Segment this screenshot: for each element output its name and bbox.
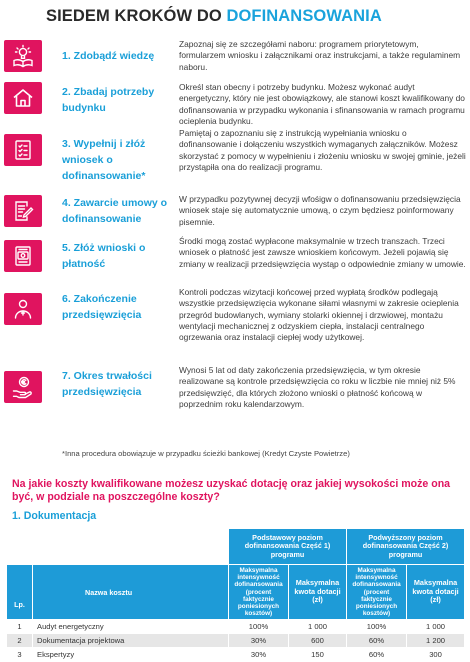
title-prefix: SIEDEM KROKÓW DO	[46, 7, 227, 25]
step-5-label: 5. Złóż wnioski o płatność	[62, 242, 146, 270]
contract-pen-icon	[4, 195, 42, 227]
header-group-basic: Podstawowy poziom dofinansowania Część 1) programu	[229, 529, 347, 565]
money-payment-icon	[4, 240, 42, 272]
row-name: Dokumentacja projektowa	[33, 634, 229, 648]
house-icon	[4, 82, 42, 114]
row-percent-2: 60%	[347, 648, 407, 662]
header-amount-1: Maksymalna kwota dotacji (zł)	[289, 565, 347, 620]
row-amount-2: 1 000	[407, 620, 465, 634]
row-amount-1: 1 000	[289, 620, 347, 634]
table-row	[7, 634, 465, 648]
step-2-label: 2. Zbadaj potrzeby budynku	[62, 86, 155, 114]
question-heading: Na jakie koszty kwalifikowane możesz uzyskać dotację oraz jakiej wysokości może ona być, w podziale na poszczególne koszty?	[12, 478, 451, 503]
step-5-desc: Środki mogą zostać wypłacone maksymalnie w trzech transzach. Trzeci wniosek o płatność jest zawsze wnioskiem końcowym. Jeżeli pojawią się zmiany w realizacji przedsięwzięcia wystąp o odpowiednie zmiany w umowie.	[179, 236, 466, 269]
row-percent-1: 100%	[229, 620, 289, 634]
title-accent: DOFINANSOWANIA	[226, 7, 382, 25]
step-7-desc: Wynosi 5 lat od daty zakończenia przedsięwzięcia, w tym okresie realizowane są kontrole przedsięwzięcia co roku w liczbie nie mniej niż 5% przedsięwzięć, dla których złożono wnioski o płatność końcową w poprzednim roku kalendarzowym.	[179, 365, 456, 409]
lightbulb-book-icon	[4, 40, 42, 72]
hand-euro-coin-icon	[4, 371, 42, 403]
step-4-label: 4. Zawarcie umowy o dofinansowanie	[62, 197, 168, 225]
row-amount-2: 300	[407, 648, 465, 662]
table-header-columns	[7, 565, 465, 620]
section-heading: 1. Dokumentacja	[12, 510, 97, 522]
row-amount-2: 1 200	[407, 634, 465, 648]
step-1-label: 1. Zdobądź wiedzę	[62, 50, 155, 62]
page-title	[46, 7, 382, 26]
form-checklist-icon	[4, 134, 42, 166]
step-4-desc: W przypadku pozytywnej decyzji wfośigw o dofinansowaniu przedsięwzięcia wniosek staje się automatycznie umową, o czym będziesz poinformowany pisemnie.	[179, 194, 461, 227]
row-percent-2: 60%	[347, 634, 407, 648]
row-percent-1: 30%	[229, 648, 289, 662]
header-amount-2: Maksymalna kwota dotacji (zł)	[407, 565, 465, 620]
step-3-desc: Pamiętaj o zapoznaniu się z instrukcją wypełniania wniosku o dofinansowanie i dołączeniu wszystkich wymaganych załączników. Możesz skorzystać z pomocy w wypełnieniu i złożeniu wniosku w swojej gminie, jeżeli przystąpiła ona do realizacji programu.	[179, 128, 466, 172]
costs-table	[6, 528, 465, 662]
row-lp: 3	[7, 648, 33, 662]
row-amount-1: 150	[289, 648, 347, 662]
step-3-label: 3. Wypełnij i złóż wniosek o dofinansowanie*	[62, 138, 146, 182]
step-6-desc: Kontroli podczas wizytacji końcowej przed wypłatą środków podlegają wszystkie przedsięwzięcia wykonane siłami własnymi w zakresie ocieplenia przegród budowlanych, wymiany stolarki okiennej i drzwiowej, montażu wentylacji mechanicznej z odzyskiem ciepła, instalacji centralnego ogrzewania oraz instalacji ciepłej wody użytkowej.	[179, 287, 459, 343]
table-row	[7, 620, 465, 634]
row-lp: 1	[7, 620, 33, 634]
step-1-desc: Zapoznaj się ze szczegółami naboru: programem priorytetowym, formularzem wniosku i załącznikami oraz instrukcjami, a także regulaminem naboru.	[179, 39, 461, 72]
header-lp: Lp.	[7, 565, 33, 620]
step-2-desc: Określ stan obecny i potrzeby budynku. Możesz wykonać audyt energetyczny, który nie jest obowiązkowy, ale stanowi koszt kwalifikowany do dofinansowania w przypadku wykonania i sfinansowania w ramach programu ocieplenia budynku.	[179, 82, 465, 126]
header-intensity-1: Maksymalna intensywność dofinansowania (procent faktycznie poniesionych kosztów)	[229, 565, 289, 620]
inspector-person-icon	[4, 293, 42, 325]
row-lp: 2	[7, 634, 33, 648]
table-row	[7, 648, 465, 662]
row-name: Audyt energetyczny	[33, 620, 229, 634]
row-name: Ekspertyzy	[33, 648, 229, 662]
step-6-label: 6. Zakończenie przedsięwzięcia	[62, 293, 142, 321]
table-header-groups	[7, 529, 465, 565]
footnote: *Inna procedura obowiązuje w przypadku ścieżki bankowej (Kredyt Czyste Powietrze)	[62, 449, 350, 458]
step-7-label: 7. Okres trwałości przedsięwzięcia	[62, 370, 152, 398]
row-amount-1: 600	[289, 634, 347, 648]
header-cost-name: Nazwa kosztu	[33, 565, 229, 620]
header-intensity-2: Maksymalna intensywność dofinansowania (procent faktycznie poniesionych kosztów)	[347, 565, 407, 620]
header-group-increased: Podwyższony poziom dofinansowania Część 2) programu	[347, 529, 465, 565]
row-percent-2: 100%	[347, 620, 407, 634]
row-percent-1: 30%	[229, 634, 289, 648]
